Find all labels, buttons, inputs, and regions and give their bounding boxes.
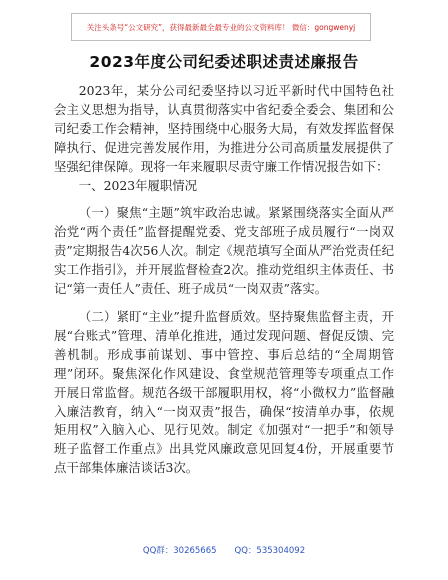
document-title: 2023年度公司纪委述职述责述廉报告 [89,53,359,71]
page-footer [0,544,448,556]
body-paragraph: （二）紧盯“主业”提升监督质效。坚持聚焦监督主责，开展“台账式”管理、清单化推进，通过发现问题、督促反馈、完善机制。形成事前谋划、事中管控、事后总结的“全周期管理”闭环。聚焦深化作风建设、食堂规范管理等专项重点工作开展日常监督。规范各级干部履职用权，将“小微权力”监督融入廉洁教育，纳入“一岗双责”报告，确保“按清单办事，依规矩用权”入脑入心、见行见效。制定《加强对“一把手”和领导班子监督工作重点》出具党风廉政意见回复4份，开展重要节点干部集体廉洁谈话3次。 [54,308,394,476]
qq-group-text: QQ群：30265665 [142,546,217,556]
body-paragraph: （一）聚焦“主题”筑牢政治忠诚。紧紧围绕落实全面从严治党“两个责任”监督提醒党委、党支部班子成员履行“一岗双责”定期报告4次56人次。制定《规范填写全面从严治党责任纪实工作指引》，并开展监督检查2次。推动党组织主体责任、书记“第一责任人”责任、班子成员“一岗双责”落实。 [54,205,394,297]
intro-paragraph: 2023年，某分公司纪委坚持以习近平新时代中国特色社会主义思想为指导，认真贯彻落实中省纪委全委会、集团和公司纪委工作会精神，坚持围绕中心服务大局，有效发挥监督保障执行、促进完善发展作用，为推进分公司高质量发展提供了坚强纪律保障。现将一年来履职尽责守廉工作情况报告如下： [54,83,394,174]
document-body [54,82,394,478]
section-heading: 一、2023年履职情况 [78,177,198,193]
promo-banner: 关注头条号“公文研究”，获得最新最全最专业的公文资料库！ 微信：gongwenyj [71,13,371,41]
qq-text: QQ：535304092 [234,546,306,556]
